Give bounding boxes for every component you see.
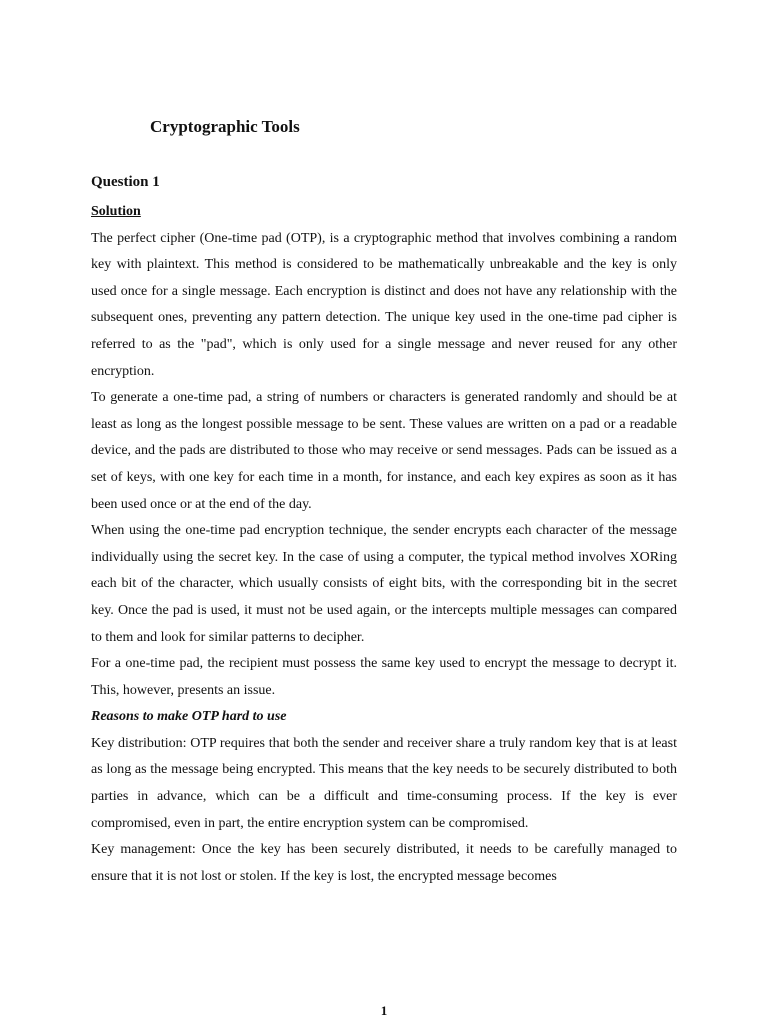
paragraph: For a one-time pad, the recipient must possess the same key used to encrypt the message to decrypt it. This, however, presents an issue.: [91, 656, 677, 698]
document-body: [91, 199, 677, 890]
paragraph: When using the one-time pad encryption technique, the sender encrypts each character of the message individually using the secret key. In the case of using a computer, the typical method involves XORing each bit of the character, which usually consists of eight bits, with the corresponding bit in the secret key. Once the pad is used, it must not be used again, or the intercepts multiple messages can compared to them and look for similar patterns to decipher.: [91, 523, 677, 645]
document-title: Cryptographic Tools: [150, 117, 300, 136]
question-heading: Question 1: [91, 174, 160, 190]
paragraph: Key distribution: OTP requires that both the sender and receiver share a truly random key that is at least as long as the message being encrypted. This means that the key needs to be securely distributed to both parties in advance, which can be a difficult and time-consuming process. If the key is ever compromised, even in part, the entire encryption system can be compromised.: [91, 735, 677, 831]
page-number: 1: [380, 1003, 388, 1018]
solution-label: Solution: [91, 204, 141, 219]
paragraph: Key management: Once the key has been securely distributed, it needs to be carefully managed to ensure that it is not lost or stolen. If the key is lost, the encrypted message becomes: [91, 842, 677, 884]
paragraph: To generate a one-time pad, a string of numbers or characters is generated randomly and should be at least as long as the longest possible message to be sent. These values are written on a pad or a readable device, and the pads are distributed to those who may receive or send messages. Pads can be issued as a set of keys, with one key for each time in a month, for instance, and each key expires as soon as it has been used once or at the end of the day.: [91, 390, 677, 512]
section-subheading: Reasons to make OTP hard to use: [91, 709, 287, 725]
paragraph: The perfect cipher (One-time pad (OTP), is a cryptographic method that involves combining a random key with plaintext. This method is considered to be mathematically unbreakable and the key is only used once for a single message. Each encryption is distinct and does not have any relationship with the subsequent ones, preventing any pattern detection. The unique key used in the one-time pad cipher is referred to as the "pad", which is only used for a single message and never reused for any other encryption.: [91, 230, 677, 379]
